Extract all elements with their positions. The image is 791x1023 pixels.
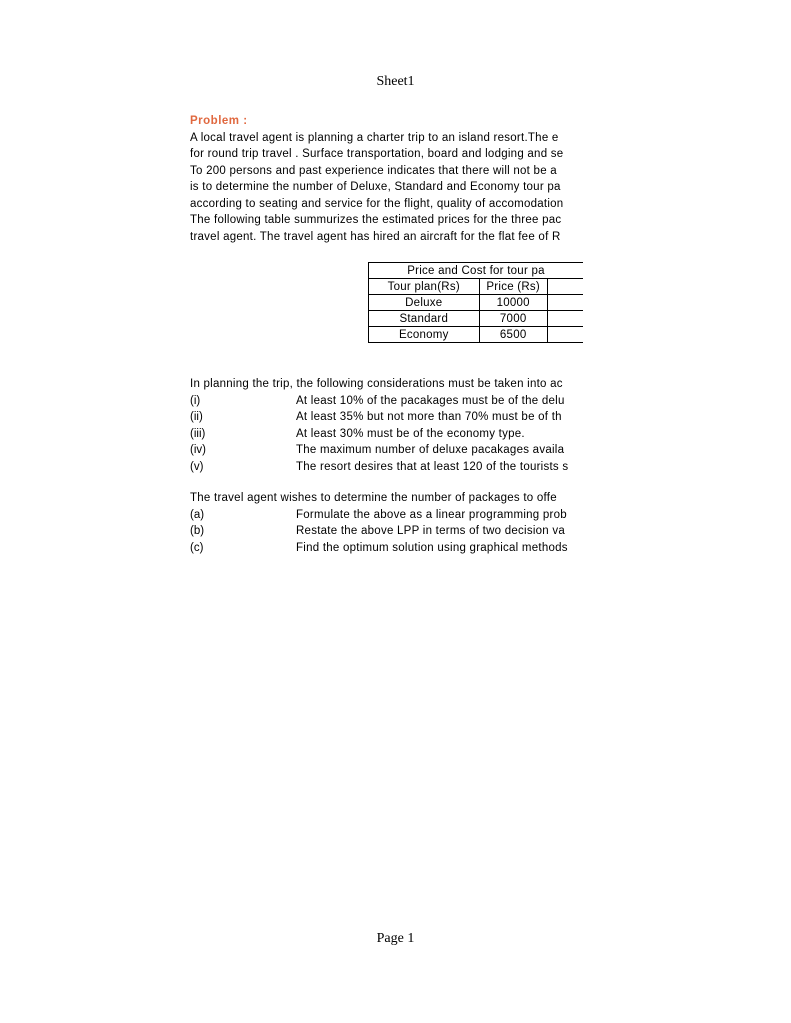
consideration-label: (v) xyxy=(190,461,204,473)
intro-line: To 200 persons and past experience indicates that there will not be a xyxy=(190,165,557,177)
intro-line: The following table summurizes the estimated prices for the three pac xyxy=(190,214,562,226)
table-cell-empty xyxy=(547,327,583,343)
consideration-label: (ii) xyxy=(190,411,203,423)
table-cell-plan: Deluxe xyxy=(369,295,480,311)
table-header-tour-plan: Tour plan(Rs) xyxy=(369,279,480,295)
table-row xyxy=(369,295,584,311)
page-footer: Page 1 xyxy=(376,931,415,946)
intro-line: for round trip travel . Surface transportation, board and lodging and se xyxy=(190,148,564,160)
table-cell-price: 7000 xyxy=(479,311,547,327)
table-cell-plan: Standard xyxy=(369,311,480,327)
task-label: (c) xyxy=(190,542,204,554)
table-cell-price: 10000 xyxy=(479,295,547,311)
intro-line: according to seating and service for the flight, quality of accomodation xyxy=(190,198,564,210)
table-header-row xyxy=(369,279,584,295)
table-cell-empty xyxy=(547,279,583,295)
problem-label: Problem : xyxy=(190,115,248,127)
intro-line: is to determine the number of Deluxe, Standard and Economy tour pa xyxy=(190,181,561,193)
consideration-label: (i) xyxy=(190,395,201,407)
table-header-price: Price (Rs) xyxy=(479,279,547,295)
consideration-text: At least 35% but not more than 70% must be of th xyxy=(296,411,562,423)
table-row xyxy=(369,311,584,327)
task-text: Restate the above LPP in terms of two decision va xyxy=(296,525,566,537)
page-header: Sheet1 xyxy=(376,74,415,89)
tasks-intro: The travel agent wishes to determine the number of packages to offe xyxy=(190,492,557,504)
task-text: Formulate the above as a linear programming prob xyxy=(296,509,567,521)
consideration-label: (iv) xyxy=(190,444,206,456)
consideration-text: The maximum number of deluxe pacakages availa xyxy=(296,444,565,456)
price-table xyxy=(368,262,583,343)
table-cell-empty xyxy=(547,295,583,311)
table-cell-price: 6500 xyxy=(479,327,547,343)
task-label: (a) xyxy=(190,509,205,521)
table-title-row xyxy=(369,263,584,279)
consideration-label: (iii) xyxy=(190,428,206,440)
consideration-text: The resort desires that at least 120 of the tourists s xyxy=(296,461,569,473)
consideration-text: At least 30% must be of the economy type. xyxy=(296,428,525,440)
task-text: Find the optimum solution using graphical methods xyxy=(296,542,568,554)
intro-line: travel agent. The travel agent has hired an aircraft for the flat fee of R xyxy=(190,231,561,243)
consideration-text: At least 10% of the pacakages must be of the delu xyxy=(296,395,565,407)
intro-line: A local travel agent is planning a charter trip to an island resort.The e xyxy=(190,132,559,144)
table-cell-plan: Economy xyxy=(369,327,480,343)
table-title: Price and Cost for tour pa xyxy=(369,263,584,279)
sheet-content xyxy=(190,0,583,1023)
table-cell-empty xyxy=(547,311,583,327)
table-row xyxy=(369,327,584,343)
task-label: (b) xyxy=(190,525,205,537)
considerations-intro: In planning the trip, the following considerations must be taken into ac xyxy=(190,378,563,390)
